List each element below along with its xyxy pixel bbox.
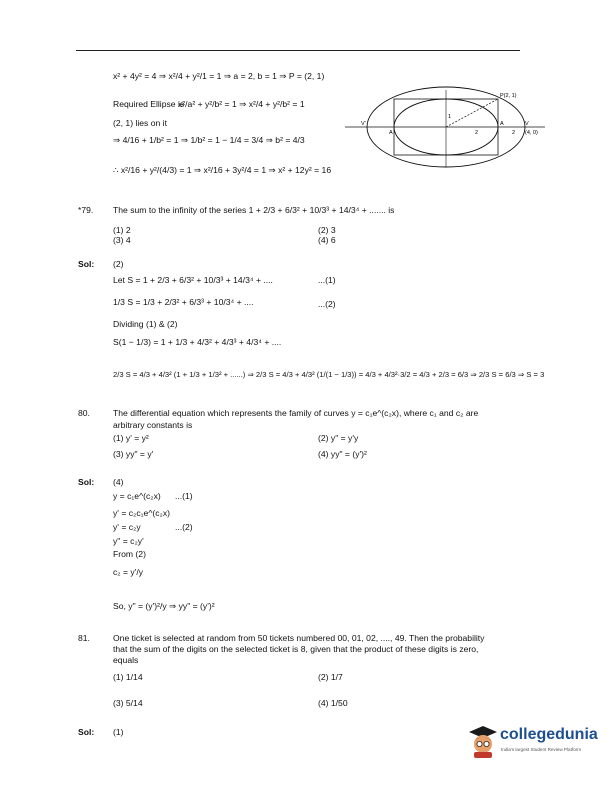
label-two2: 2 [512,130,516,136]
sol80-line-4: y" = c₂y' [113,536,144,546]
q80-text-1: The differential equation which represents the family of curves y = c₁e^(c₂x), where c₁ and c₂ are [113,408,479,418]
q79-option-2: (2) 3 [318,225,336,235]
q81-option-1: (1) 1/14 [113,672,143,682]
q81-number: 81. [78,633,90,643]
sol80-line-2: y' = c₂c₁e^(c₂x) [113,508,171,518]
q81-option-4: (4) 1/50 [318,698,348,708]
sol79-line-5: 2/3 S = 4/3 + 4/3² (1 + 1/3 + 1/3² + ......) ⇒ 2/3 S = 4/3 + 4/3² (1/(1 − 1/3)) = 4/3 + 4/3²·3/2 = 4/3 + 2/3 = 6/3 ⇒ 2/3 S = 6/3 ⇒ S = 3 [113,370,545,379]
sol79-answer: (2) [113,259,124,269]
brand-name: collegedunia [500,726,598,743]
sol79-line-3: Dividing (1) & (2) [113,319,178,329]
q81-text-3: equals [113,655,139,665]
label-vprime: V' [361,121,366,127]
q79-number: *79. [78,205,94,215]
sol79-line-2: 1/3 S = 1/3 + 2/3² + 6/3³ + 10/3⁴ + .... [113,297,254,307]
sol80-tag-1: ...(1) [175,491,193,501]
q78-line-1: x² + 4y² = 4 ⇒ x²/4 + y²/1 = 1 ⇒ a = 2, b = 1 ⇒ P = (2, 1) [113,71,325,81]
q79-option-1: (1) 2 [113,225,131,235]
top-rule [76,50,520,51]
label-v: V [525,121,529,127]
sol79-label: Sol: [78,259,95,269]
sol79-tag-2: ...(2) [318,299,336,309]
label-one: 1 [448,114,452,120]
sol81-answer: (1) [113,727,124,737]
q81-option-2: (2) 1/7 [318,672,343,682]
sol80-answer: (4) [113,477,124,487]
sol79-tag-1: ...(1) [318,275,336,285]
sol79-line-4: S(1 − 1/3) = 1 + 1/3 + 4/3² + 4/3³ + 4/3⁴ + .... [113,337,282,347]
sol79-line-1: Let S = 1 + 2/3 + 6/3² + 10/3³ + 14/3⁴ + .... [113,275,273,285]
sol80-label: Sol: [78,477,95,487]
label-p: P(2, 1) [500,93,517,99]
q81-option-3: (3) 5/14 [113,698,143,708]
q80-option-2: (2) y" = y'y [318,433,359,443]
q81-text-2: that the sum of the digits on the selected ticket is 8, given that the product of these digits is zero, [113,644,479,654]
q80-option-1: (1) y' = y² [113,433,149,443]
sol80-line-3: y' = c₂y [113,522,141,532]
label-two: 2 [475,130,479,136]
sol80-tag-3: ...(2) [175,522,193,532]
brand-tagline: India's largest Student Review Platform [501,747,582,752]
dashed-segment [446,99,498,127]
q78-line-3: (2, 1) lies on it [113,118,167,128]
brand-logo [468,722,606,760]
sol80-line-6: c₂ = y'/y [113,567,144,577]
sol80-line-5: From (2) [113,549,146,559]
sol80-line-7: So, y" = (y')²/y ⇒ yy" = (y')² [113,601,215,611]
graduate-mascot-icon [468,724,498,758]
label-point: (4, 0) [525,130,538,136]
sol81-label: Sol: [78,727,95,737]
q79-option-4: (4) 6 [318,235,336,245]
label-a2: A [500,121,504,127]
q80-text-2: arbitrary constants is [113,420,193,430]
q79-option-3: (3) 4 [113,235,131,245]
q79-text: The sum to the infinity of the series 1 + 2/3 + 6/3² + 10/3³ + 14/3⁴ + ....... is [113,205,395,215]
q78-line-2b: x²/a² + y²/b² = 1 ⇒ x²/4 + y²/b² = 1 [178,99,305,109]
ellipse-diagram [345,82,545,187]
q78-line-2a: Required Ellipse is [113,99,185,109]
q78-line-4: ⇒ 4/16 + 1/b² = 1 ⇒ 1/b² = 1 − 1/4 = 3/4 ⇒ b² = 4/3 [113,135,305,145]
q80-option-3: (3) yy" = y' [113,449,154,459]
q81-text-1: One ticket is selected at random from 50 tickets numbered 00, 01, 02, ...., 49. Then the probability [113,633,485,643]
q80-number: 80. [78,408,90,418]
label-a1: A [389,130,393,136]
q78-line-5: ∴ x²/16 + y²/(4/3) = 1 ⇒ x²/16 + 3y²/4 = 1 ⇒ x² + 12y² = 16 [113,165,332,175]
sol80-line-1: y = c₁e^(c₂x) [113,491,161,501]
q80-option-4: (4) yy" = (y')² [318,449,367,459]
